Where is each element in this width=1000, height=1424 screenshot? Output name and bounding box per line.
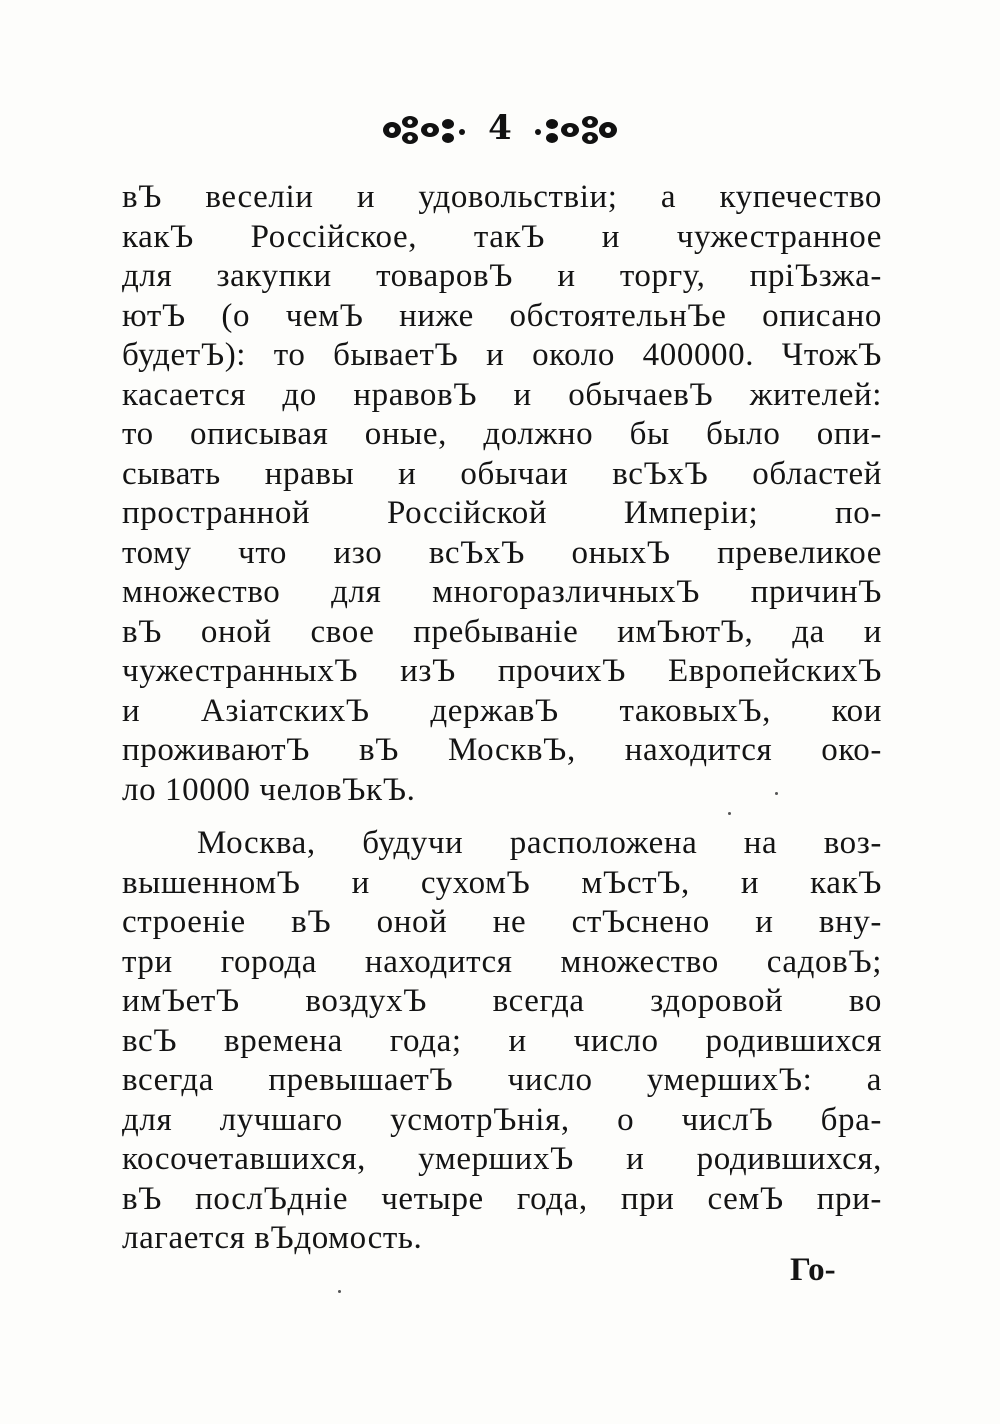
text-line: ло 10000 человЪкЪ. (122, 771, 416, 808)
text-line: чужестранныхЪ изЪ прочихЪ ЕвропейскихЪ (122, 653, 882, 689)
text-line: вышенномЪ и сухомЪ мЪстЪ, и какЪ (122, 864, 882, 901)
text-line: множество для многоразличныхЪ причинЪ (122, 574, 882, 610)
text-line: сывать нравы и обычаи всЪхЪ областей (122, 455, 882, 492)
text-line: вЪ оной свое пребываніе имЪютЪ, да и (122, 613, 882, 650)
text-line: три города находится множество садовЪ; (122, 943, 882, 980)
left-ornament-icon (380, 108, 470, 148)
text-line: всегда превышаетЪ число умершихЪ: а (122, 1062, 882, 1098)
ink-speck (338, 1290, 341, 1293)
right-ornament-icon (530, 108, 620, 148)
page-number: 4 (488, 108, 512, 148)
ink-speck (728, 812, 731, 815)
text-line: и АзіатскихЪ державЪ таковыхЪ, кои (122, 692, 882, 729)
text-line: пространной Россійской Имперіи; по- (122, 495, 882, 531)
text-line: тому что изо всЪхЪ оныхЪ превеликое (122, 534, 882, 571)
text-line: ютЪ (о чемЪ ниже обстоятельнЪе описано (122, 297, 882, 334)
text-line: косочетавшихся, умершихЪ и родившихся, (122, 1141, 882, 1177)
text-line: всЪ времена года; и число родившихся (122, 1022, 882, 1059)
page-header (0, 98, 1000, 158)
text-line: вЪ послЪдніе четыре года, при семЪ при- (122, 1180, 882, 1217)
text-line: касается до нравовЪ и обычаевЪ жителей: (122, 376, 882, 413)
catchword: Го- (790, 1252, 836, 1288)
text-line: для закупки товаровЪ и торгу, пріЪзжа- (122, 258, 882, 294)
text-line: Москва, будучи расположена на воз- (197, 825, 882, 861)
text-line: лагается вЪдомость. (122, 1220, 423, 1256)
text-line: какЪ Россійское, такЪ и чужестранное (122, 218, 882, 255)
text-line: имЪетЪ воздухЪ всегда здоровой во (122, 983, 882, 1019)
paragraph-1 (122, 178, 882, 810)
text-line: проживаютЪ вЪ МосквЪ, находится око- (122, 732, 882, 768)
text-line: строеніе вЪ оной не стЪснено и вну- (122, 904, 882, 940)
text-line: вЪ веселіи и удовольствіи; а купечество (122, 179, 882, 215)
text-line: для лучшаго усмотрЪнія, о числЪ бра- (122, 1101, 882, 1138)
ink-speck (775, 792, 778, 795)
paragraph-2 (122, 824, 882, 1259)
text-line: будетЪ): то бываетЪ и около 400000. ЧтожЪ (122, 337, 882, 373)
text-line: то описывая оные, должно бы было опи- (122, 416, 882, 452)
